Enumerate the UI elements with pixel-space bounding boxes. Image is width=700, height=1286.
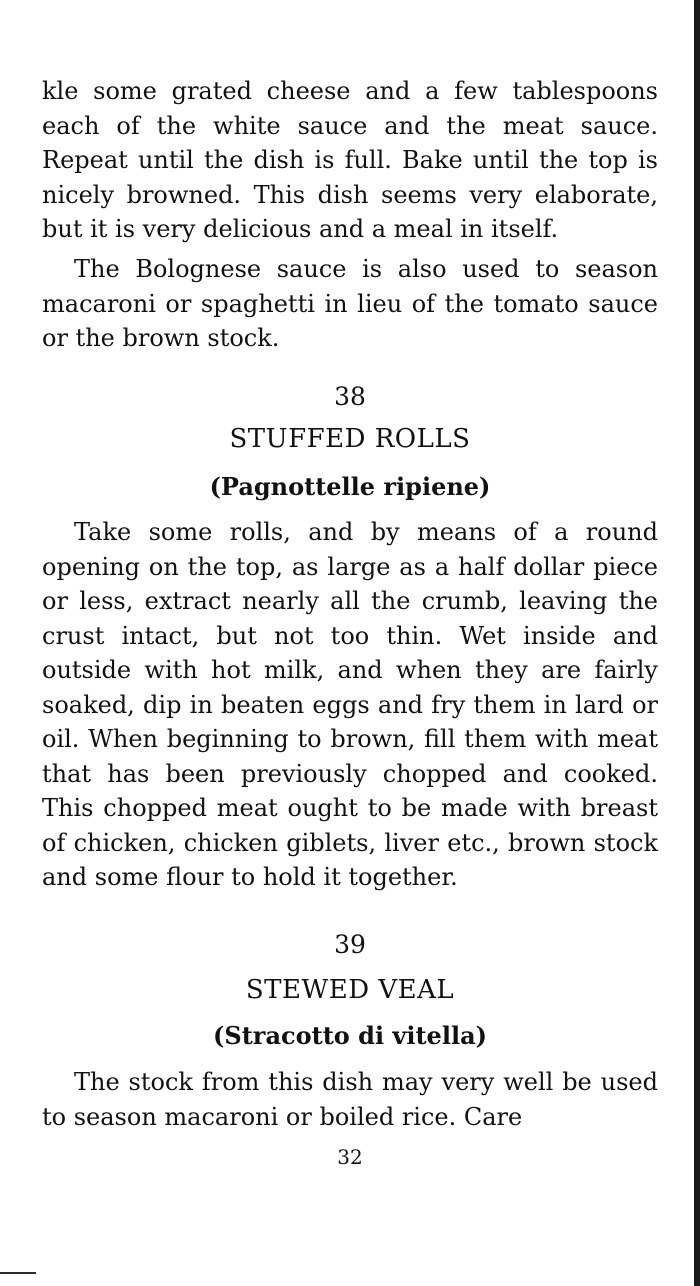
recipe-body: The stock from this dish may very well be used to season macaroni or boiled rice. Care (42, 1068, 658, 1131)
continued-paragraph: kle some grated cheese and a few tablespoons each of the white sauce and the meat sauce. Repeat until the dish is full. Bake until the top is nicely browned. This dish seems very elaborate, but it is very delicious and a meal in itself. (42, 77, 658, 243)
recipe-body: Take some rolls, and by means of a round opening on the top, as large as a half dollar piece or less, extract nearly all the crumb, leaving the crust intact, but not too thin. Wet inside and outside with hot milk, and when they are fairly soaked, dip in beaten eggs and fry them in lard or oil. When beginning to brown, fill them with meat that has been previously chopped and cooked. This chopped meat ought to be made with breast of chicken, chicken giblets, liver etc., brown stock and some flour to hold it together. (42, 518, 658, 891)
page-edge-mark (0, 1272, 36, 1274)
recipe-title: STEWED VEAL (245, 975, 455, 1005)
recipe-subtitle: (Pagnottelle ripiene) (209, 472, 491, 501)
recipe-number: 39 (334, 930, 366, 959)
bolognese-note-paragraph: The Bolognese sauce is also used to season macaroni or spaghetti in lieu of the tomato sauce or the brown stock. (42, 255, 658, 352)
page-number: 32 (337, 1145, 363, 1169)
recipe-title: STUFFED ROLLS (229, 424, 471, 454)
page-edge-shadow (694, 0, 700, 1286)
recipe-subtitle: (Stracotto di vitella) (213, 1021, 487, 1050)
recipe-number: 38 (334, 382, 366, 411)
